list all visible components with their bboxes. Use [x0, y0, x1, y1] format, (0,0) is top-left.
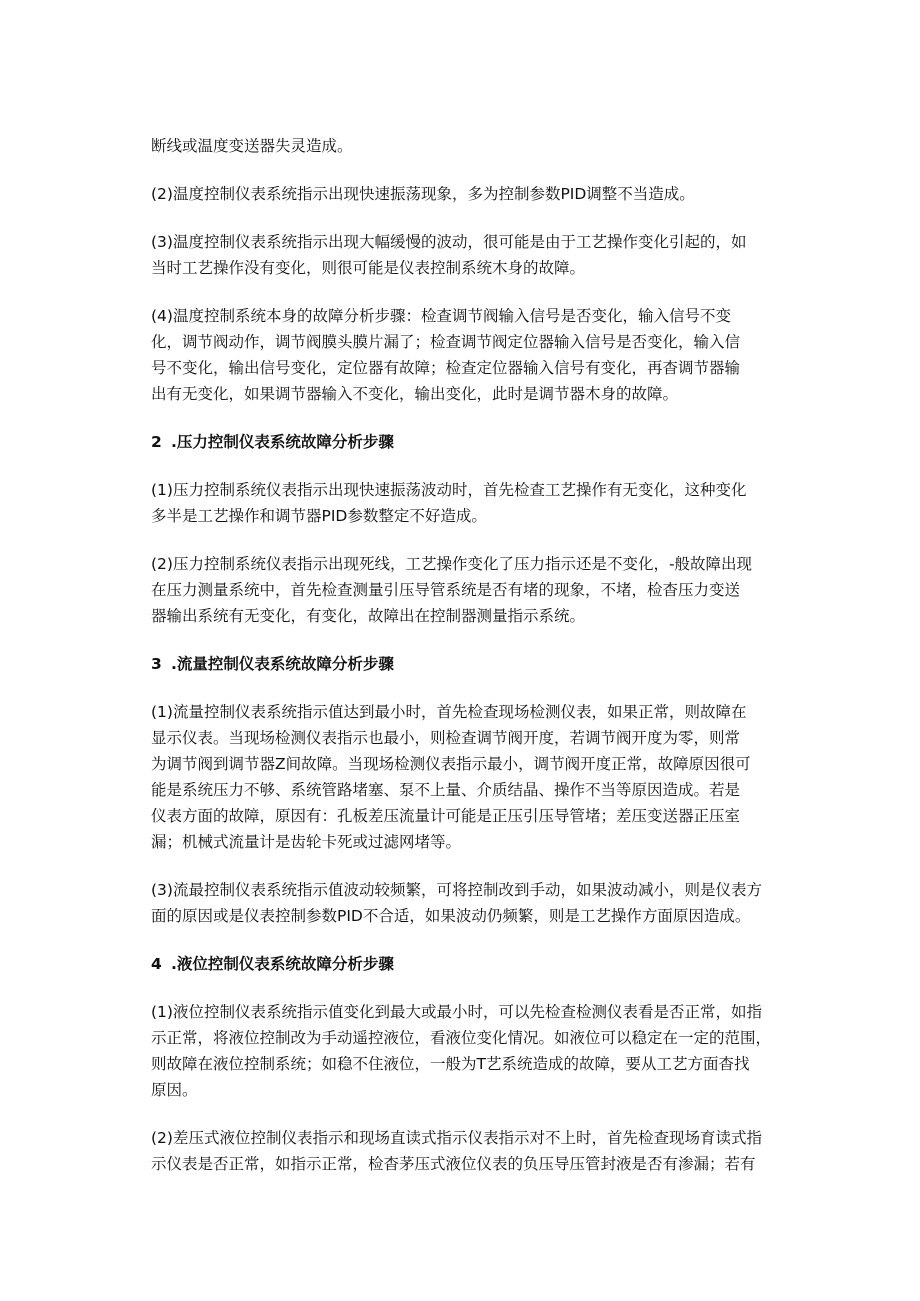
paragraph-line: 示正常，将液位控制改为手动遥控液位，看液位变化情况。如液位可以稳定在一定的范围， [151, 1029, 772, 1047]
paragraph [151, 877, 776, 929]
paragraph-line: 号不变化，输出信号变化，定位器有故障；检查定位器输入信号有变化，再杳调节器输 [151, 359, 741, 377]
paragraph [151, 181, 776, 207]
paragraph [151, 551, 776, 629]
paragraph-line: 仪表方面的故障，原因有：孔板差压流量计可能是正压引压导管堵；差压变送器正压室 [151, 807, 741, 825]
paragraph-line: (3)温度控制仪表系统指示出现大幅缓慢的波动，很可能是由于工艺操作变化引起的，如 [151, 233, 747, 251]
paragraph-line: 则故障在液位控制系统；如稳不住液位，一般为T艺系统造成的故障，要从工艺方面杳找 [151, 1055, 750, 1073]
paragraph-line: (1)流量控制仪表系统指示值达到最小时，首先检查现场检测仪表，如果正常，则故障在 [151, 703, 747, 721]
paragraph-line: 原因。 [151, 1081, 198, 1099]
paragraph-line: 多半是工艺操作和调节器PID参数整定不好造成。 [151, 507, 487, 525]
paragraph-line: (2)差压式液位控制仪表指示和现场直读式指示仪表指示对不上时，首先检查现场育读式指 [151, 1129, 762, 1147]
paragraph [151, 133, 776, 159]
paragraph-line: 漏；机械式流量计是齿轮卡死或过滤网堵等。 [151, 833, 462, 851]
paragraph [151, 229, 776, 281]
section-title: .液位控制仪表系统故障分析步骤 [171, 955, 394, 973]
section-title: .压力控制仪表系统故障分析步骤 [171, 433, 394, 451]
paragraph-line: (4)温度控制系统本身的故障分析步骤：检查调节阀输入信号是否变化，输入信号不变 [151, 307, 731, 325]
paragraph-line: 在压力测量系统中，首先检查测量引压导管系统是否有堵的现象，不堵，检杳压力变送 [151, 581, 741, 599]
document-body [151, 133, 776, 1199]
paragraph-line: 断线或温度变送器失灵造成。 [151, 137, 353, 155]
paragraph-line: (2)温度控制仪表系统指示出现快速振荡现象，多为控制参数PID调整不当造成。 [151, 185, 695, 203]
paragraph [151, 303, 776, 407]
paragraph-line: 化，调节阀动作，调节阀膜头膜片漏了；检查调节阀定位器输入信号是否变化，输入信 [151, 333, 741, 351]
paragraph-line: 为调节阀到调节器Z间故障。当现场检测仪表指示最小，调节阀开度正常，故障原因很可 [151, 755, 751, 773]
paragraph-line: 当时工艺操作没有变化，则很可能是仪表控制系统木身的故障。 [151, 259, 586, 277]
paragraph-line: 面的原因或是仪表控制参数PID不合适，如果波动仍频繁，则是工艺操作方面原因造成。 [151, 907, 751, 925]
paragraph-line: (2)压力控制系统仪表指示出现死线，工艺操作变化了压力指示还是不变化，-般故障出现 [151, 555, 753, 573]
paragraph [151, 999, 776, 1103]
paragraph-line: 出有无变化，如果调节器输入不变化，输出变化，此时是调节器木身的故障。 [151, 385, 679, 403]
paragraph-line: 示仪表是否正常，如指示正常，检杳茅压式液位仪表的负压导压管封液是否有渗漏；若有 [151, 1155, 756, 1173]
paragraph-line: (1)压力控制系统仪表指示出现快速振荡波动时，首先检查工艺操作有无变化，这种变化 [151, 481, 747, 499]
paragraph-line: 器输出系统有无变化，有变化，故障出在控制器测量指示系统。 [151, 607, 586, 625]
section-heading [151, 951, 776, 977]
paragraph [151, 699, 776, 855]
section-number: 3 [151, 655, 162, 673]
section-heading [151, 429, 776, 455]
paragraph [151, 477, 776, 529]
section-heading [151, 651, 776, 677]
paragraph-line: 显示仪表。当现场检测仪表指示也最小，则检查调节阀开度，若调节阀开度为零，则常 [151, 729, 741, 747]
paragraph-line: (3)流最控制仪表系统指示值波动较频繁，可将控制改到手动，如果波动减小，则是仪表方 [151, 881, 762, 899]
paragraph [151, 1125, 776, 1177]
paragraph-line: (1)液位控制仪表系统指示值变化到最大或最小时，可以先检查检测仪表看是否正常，如指 [151, 1003, 762, 1021]
section-title: .流量控制仪表系统故障分析步骤 [171, 655, 394, 673]
section-number: 2 [151, 433, 162, 451]
paragraph-line: 能是系统压力不够、系统管路堵塞、泵不上量、介质结晶、操作不当等原因造成。若是 [151, 781, 741, 799]
section-number: 4 [151, 955, 162, 973]
